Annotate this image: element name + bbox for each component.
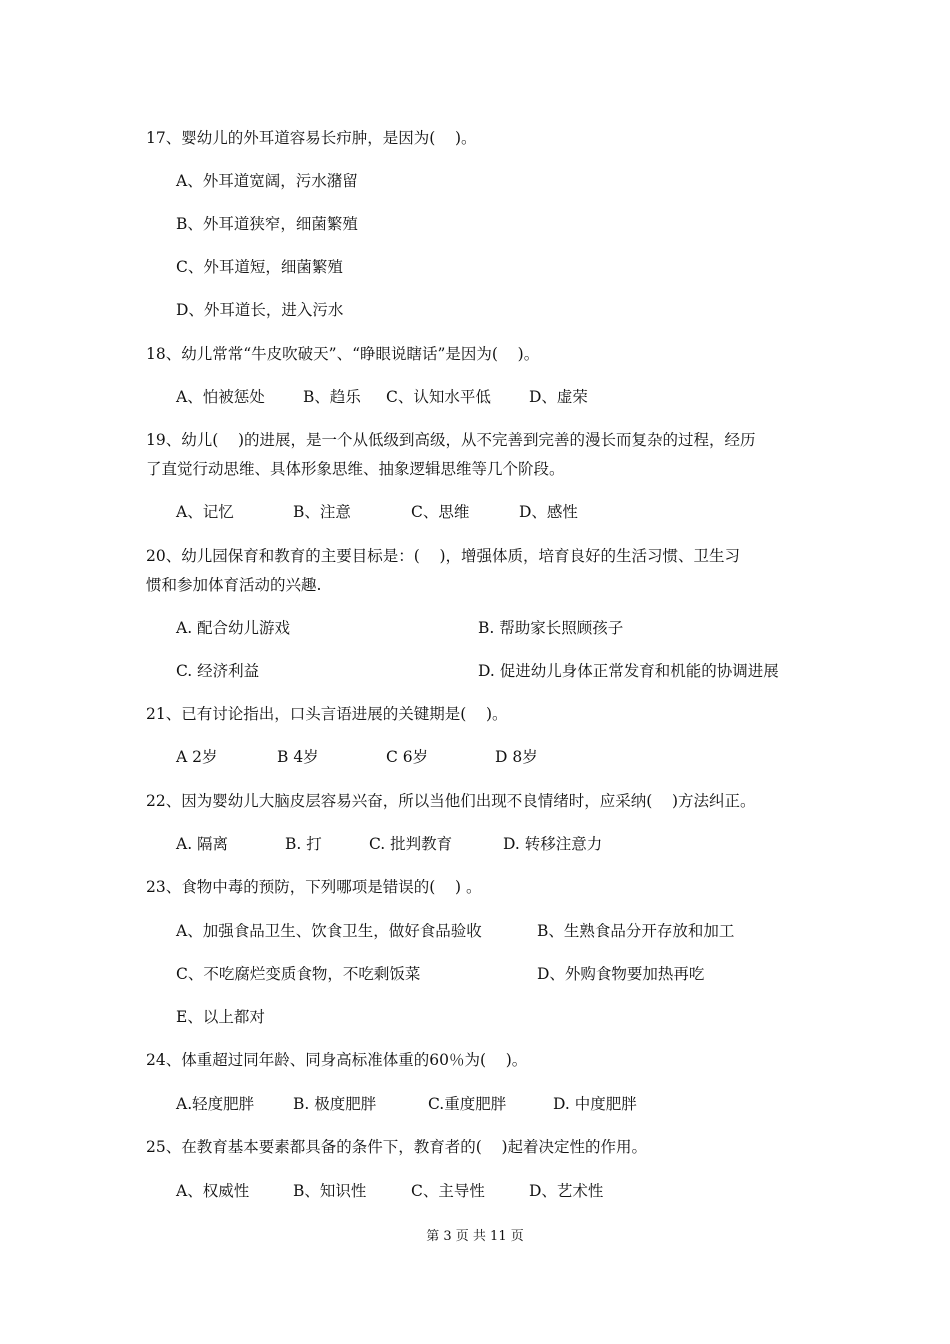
question-20-option-a: A. 配合幼儿游戏: [176, 619, 291, 637]
question-23-option-c: C、不吃腐烂变质食物，不吃剩饭菜: [176, 965, 421, 983]
question-19-option-b: B、注意: [293, 503, 351, 521]
question-19-stem-line-1: 19、幼儿( )的进展，是一个从低级到高级，从不完善到完善的漫长而复杂的过程，经历: [146, 431, 756, 449]
question-17-stem: 17、婴幼儿的外耳道容易长疖肿，是因为( )。: [146, 129, 477, 147]
question-20-option-d: D. 促进幼儿身体正常发育和机能的协调进展: [478, 662, 779, 680]
question-22-option-b: B. 打: [285, 835, 322, 853]
question-18-option-d: D、虚荣: [529, 388, 588, 406]
question-20-stem-line-1: 20、幼儿园保育和教育的主要目标是：( )，增强体质，培育良好的生活习惯、卫生习: [146, 547, 741, 565]
question-24-option-c: C.重度肥胖: [428, 1095, 507, 1113]
question-25-option-d: D、艺术性: [529, 1182, 604, 1200]
question-21-option-c: C 6岁: [386, 748, 429, 766]
question-19-stem-line-2: 了直觉行动思维、具体形象思维、抽象逻辑思维等几个阶段。: [146, 460, 565, 478]
question-18-option-b: B、趋乐: [303, 388, 361, 406]
question-23-option-d: D、外购食物要加热再吃: [537, 965, 705, 983]
question-22-stem: 22、因为婴幼儿大脑皮层容易兴奋，所以当他们出现不良情绪时，应采纳( )方法纠正。: [146, 792, 756, 810]
question-18-option-a: A、怕被惩处: [176, 388, 265, 406]
page-footer: 第 3 页 共 11 页: [426, 1229, 524, 1244]
question-19-option-d: D、感性: [519, 503, 578, 521]
question-23-option-e: E、以上都对: [176, 1008, 265, 1026]
question-17-option-c: C、外耳道短，细菌繁殖: [176, 258, 343, 276]
question-17-option-b: B、外耳道狭窄，细菌繁殖: [176, 215, 358, 233]
question-20-option-b: B. 帮助家长照顾孩子: [478, 619, 624, 637]
question-19-option-a: A、记忆: [176, 503, 234, 521]
question-23-stem: 23、食物中毒的预防，下列哪项是错误的( ) 。: [146, 878, 482, 896]
question-21-option-d: D 8岁: [495, 748, 538, 766]
question-18-option-c: C、认知水平低: [386, 388, 491, 406]
question-24-option-d: D. 中度肥胖: [553, 1095, 637, 1113]
question-20-stem-line-2: 惯和参加体育活动的兴趣.: [146, 576, 322, 594]
question-20-option-c: C. 经济利益: [176, 662, 260, 680]
question-21-option-a: A 2岁: [176, 748, 218, 766]
question-25-option-b: B、知识性: [293, 1182, 367, 1200]
question-25-option-c: C、主导性: [411, 1182, 485, 1200]
question-22-option-a: A. 隔离: [176, 835, 229, 853]
question-17-option-a: A、外耳道宽阔，污水潴留: [176, 172, 358, 190]
question-24-stem: 24、体重超过同年龄、同身高标准体重的60％为( )。: [146, 1051, 528, 1069]
question-23-option-a: A、加强食品卫生、饮食卫生，做好食品验收: [176, 922, 482, 940]
question-19-option-c: C、思维: [411, 503, 470, 521]
question-21-option-b: B 4岁: [277, 748, 319, 766]
question-23-option-b: B、生熟食品分开存放和加工: [537, 922, 735, 940]
question-22-option-c: C. 批判教育: [369, 835, 453, 853]
question-24-option-a: A.轻度肥胖: [176, 1095, 255, 1113]
question-24-option-b: B. 极度肥胖: [293, 1095, 377, 1113]
question-25-stem: 25、在教育基本要素都具备的条件下，教育者的( )起着决定性的作用。: [146, 1138, 648, 1156]
question-21-stem: 21、已有讨论指出，口头言语进展的关键期是( )。: [146, 705, 508, 723]
question-25-option-a: A、权威性: [176, 1182, 250, 1200]
question-17-option-d: D、外耳道长，进入污水: [176, 301, 344, 319]
question-18-stem: 18、幼儿常常“牛皮吹破天”、“睁眼说瞎话”是因为( )。: [146, 345, 540, 363]
question-22-option-d: D. 转移注意力: [503, 835, 603, 853]
